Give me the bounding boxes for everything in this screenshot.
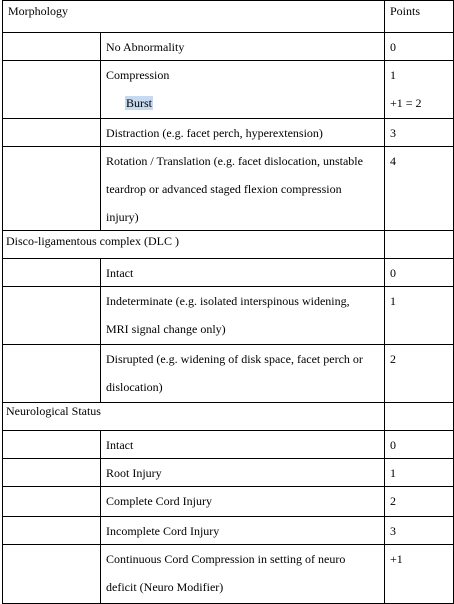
table-row [2, 118, 454, 146]
dlc-header-row [2, 230, 454, 258]
row-description: No Abnormality [106, 40, 185, 54]
row-points-extra: +1 = 2 [390, 96, 422, 110]
dlc-heading: Disco-ligamentous complex (DLC ) [6, 234, 179, 248]
row-description-line: deficit (Neuro Modifier) [106, 580, 224, 594]
row-points: 1 [390, 68, 396, 82]
row-description: Intact [106, 266, 134, 280]
row-description-line: Disrupted (e.g. widening of disk space, facet perch or [106, 352, 363, 366]
table-row [2, 258, 454, 286]
row-points: 3 [390, 126, 396, 140]
neuro-header-row [2, 402, 454, 430]
row-subdescription [125, 89, 153, 117]
scoring-table [2, 0, 454, 604]
row-description: Distraction (e.g. facet perch, hyperextension) [106, 126, 323, 140]
table-row [2, 458, 454, 486]
row-description-line: teardrop or advanced staged flexion compression [106, 182, 342, 196]
row-points: 4 [390, 154, 396, 168]
row-description-line: Rotation / Translation (e.g. facet dislocation, unstable [106, 154, 363, 168]
table-row [2, 516, 454, 544]
table-row [2, 344, 454, 402]
row-description-line: Indeterminate (e.g. isolated interspinous widening, [106, 294, 350, 308]
row-points: 1 [390, 466, 396, 480]
table-row [2, 146, 454, 230]
row-points: +1 [390, 552, 403, 566]
table-row [2, 430, 454, 458]
row-description-line: MRI signal change only) [106, 322, 226, 336]
row-points: 2 [390, 352, 396, 366]
morphology-heading: Morphology [8, 4, 68, 18]
row-points: 0 [390, 438, 396, 452]
row-description: Compression [106, 68, 170, 82]
row-description-line: dislocation) [106, 380, 163, 394]
table-row [2, 544, 454, 604]
table-row [2, 32, 454, 60]
table-row [2, 486, 454, 516]
row-description: Root Injury [106, 466, 162, 480]
points-heading: Points [390, 4, 421, 18]
row-description-line: Continuous Cord Compression in setting of neuro [106, 552, 346, 566]
row-points: 3 [390, 524, 396, 538]
row-points: 1 [390, 294, 396, 308]
row-description-line: injury) [106, 210, 139, 224]
row-points: 2 [390, 494, 396, 508]
row-description: Incomplete Cord Injury [106, 524, 220, 538]
row-description: Complete Cord Injury [106, 494, 212, 508]
table-row [2, 286, 454, 344]
highlighted-text: Burst [126, 96, 153, 110]
row-description: Intact [106, 438, 134, 452]
table-row [2, 60, 454, 118]
neuro-heading: Neurological Status [6, 404, 101, 418]
row-points: 0 [390, 266, 396, 280]
morphology-header-row [2, 0, 454, 32]
row-points: 0 [390, 40, 396, 54]
